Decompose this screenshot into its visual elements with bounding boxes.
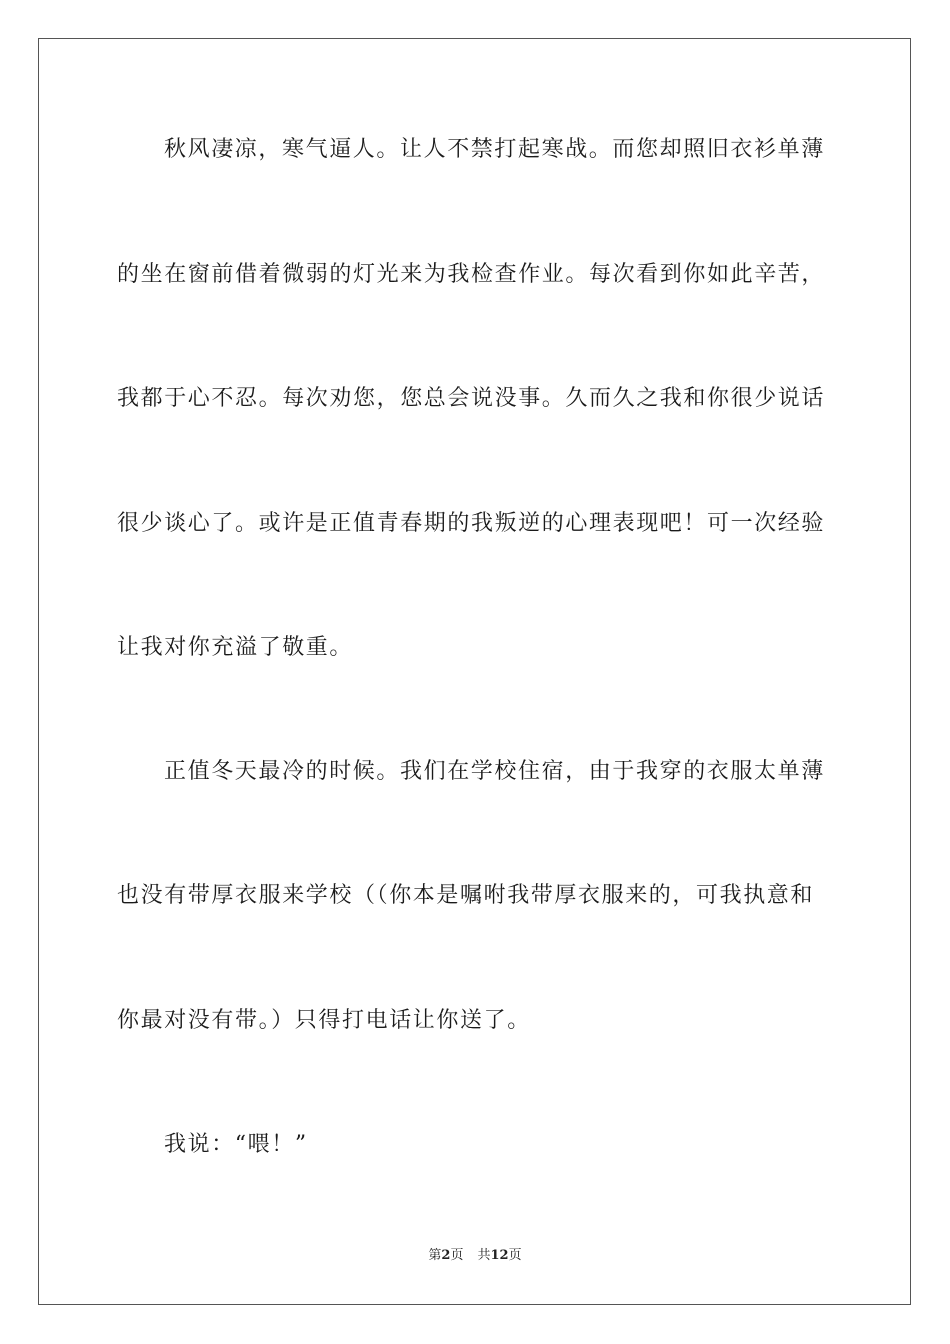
paragraph-1-line-4: 很少谈心了。或许是正值青春期的我叛逆的心理表现吧！可一次经验 bbox=[117, 511, 826, 536]
paragraph-2-line-1: 正值冬天最冷的时候。我们在学校住宿，由于我穿的衣服太单薄 bbox=[164, 759, 825, 784]
paragraph-2-line-2: 也没有带厚衣服来学校（（你本是嘱咐我带厚衣服来的，可我执意和 bbox=[117, 883, 815, 908]
page-suffix: 页 bbox=[450, 1248, 464, 1263]
total-pages: 12 bbox=[490, 1248, 509, 1263]
paragraph-1-line-3: 我都于心不忍。每次劝您，您总会说没事。久而久之我和你很少说话 bbox=[117, 386, 826, 411]
paragraph-3-line-1: 我说：“喂！” bbox=[164, 1132, 308, 1157]
total-suffix: 页 bbox=[508, 1248, 522, 1263]
page-border bbox=[38, 38, 911, 1305]
paragraph-1-line-1: 秋风凄凉，寒气逼人。让人不禁打起寒战。而您却照旧衣衫单薄 bbox=[164, 137, 825, 162]
paragraph-1-line-5: 让我对你充溢了敬重。 bbox=[117, 635, 354, 660]
page-prefix: 第 bbox=[428, 1248, 442, 1263]
paragraph-1-line-2: 的坐在窗前借着微弱的灯光来为我检查作业。每次看到你如此辛苦， bbox=[117, 262, 826, 287]
total-prefix: 共 bbox=[477, 1248, 491, 1263]
paragraph-2-line-3: 你最对没有带。）只得打电话让你送了。 bbox=[117, 1008, 531, 1033]
page-number: 2 bbox=[441, 1248, 451, 1263]
page-footer bbox=[0, 1247, 950, 1265]
